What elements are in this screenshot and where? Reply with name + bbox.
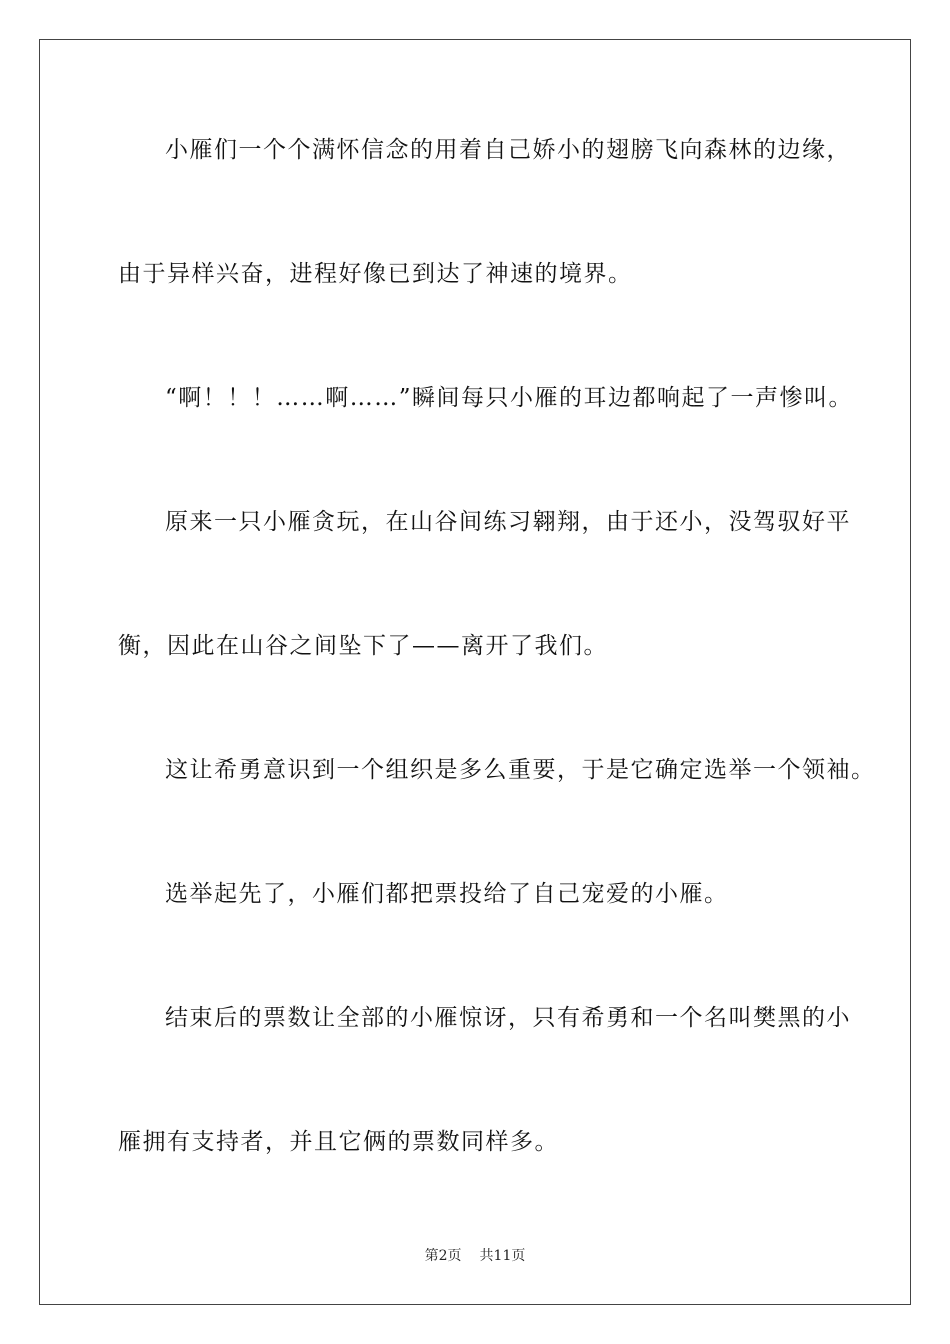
paragraph-line: 衡，因此在山谷之间坠下了——离开了我们。 (118, 633, 608, 659)
paragraph-line: 小雁们一个个满怀信念的用着自己娇小的翅膀飞向森林的边缘， (165, 137, 851, 163)
paragraph-line: “啊！！！……啊……”瞬间每只小雁的耳边都响起了一声惨叫。 (165, 385, 854, 411)
page-footer (0, 1246, 950, 1266)
paragraph-line: 这让希勇意识到一个组织是多么重要，于是它确定选举一个领袖。 (165, 757, 876, 783)
page-border (39, 39, 911, 1305)
paragraph-line: 结束后的票数让全部的小雁惊讶，只有希勇和一个名叫樊黑的小 (165, 1005, 851, 1031)
page-number: 第2页 (424, 1248, 462, 1264)
page-total: 共11页 (479, 1248, 526, 1264)
paragraph-line: 选举起先了，小雁们都把票投给了自己宠爱的小雁。 (165, 881, 729, 907)
paragraph-line: 雁拥有支持者，并且它俩的票数同样多。 (118, 1129, 559, 1155)
paragraph-line: 原来一只小雁贪玩，在山谷间练习翱翔，由于还小，没驾驭好平 (165, 509, 851, 535)
paragraph-line: 由于异样兴奋，进程好像已到达了神速的境界。 (118, 261, 633, 287)
